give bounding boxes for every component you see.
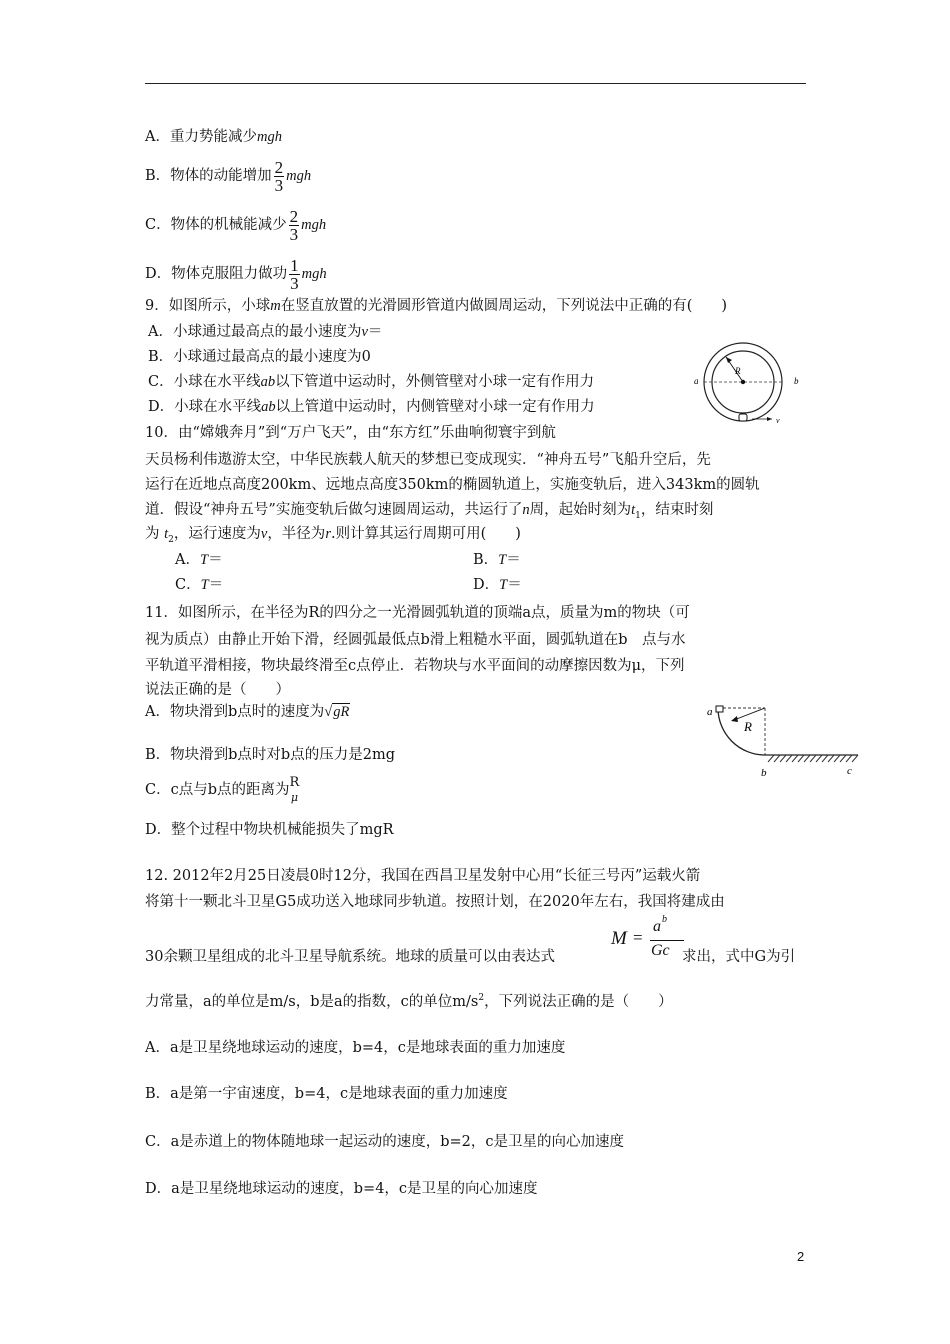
page-number: 2 <box>797 1249 805 1264</box>
q10-line-1: 10．由“嫦娥奔月”到“万户飞天”，由“东方红”乐曲响彻寰宇到航 <box>145 425 556 441</box>
q9-option-b: B．小球通过最高点的最小速度为0 <box>148 349 371 365</box>
q8-option-a: A．重力势能减少mgh <box>145 129 282 145</box>
block <box>716 706 723 712</box>
q12-line-3-end: 求出，式中G为引 <box>682 949 796 965</box>
q8-option-b: B．物体的动能增加 $\frac{2}{3}$ mgh <box>145 157 312 195</box>
ball <box>739 414 747 421</box>
q11-option-d: D．整个过程中物块机械能损失了mgR <box>145 822 394 838</box>
ground-hatching <box>768 755 858 762</box>
fraction: $\frac{2}{3}$ <box>289 206 299 244</box>
q11-option-c: C．c点与b点的距离为 R μ <box>145 775 300 804</box>
label-R: R <box>735 366 741 376</box>
q10-line-5: 为 $t_2$，运行速度为v，半径为r.则计算其运行周期可用( ) <box>145 526 521 545</box>
q11-line-3: 平轨道平滑相接，物块最终滑至c点停止．若物块与水平面间的动摩擦因数为μ，下列 <box>145 658 685 674</box>
q10-option-b: B．T＝ <box>473 552 521 568</box>
q9-stem: 9．如图所示，小球m在竖直放置的光滑圆形管道内做圆周运动，下列说法中正确的有( ) <box>145 298 728 314</box>
q8-option-d: D．物体克服阻力做功 $\frac{1}{3}$ mgh <box>145 255 327 293</box>
q10-option-c: C．T＝ <box>175 577 224 593</box>
label-v: v <box>776 416 780 425</box>
q11-option-b: B．物块滑到b点时对b点的压力是2mg <box>145 747 395 763</box>
q9-option-c: C．小球在水平线ab以下管道中运动时，外侧管壁对小球一定有作用力 <box>148 374 595 390</box>
label-a: a <box>707 706 713 718</box>
fraction: $\frac{2}{3}$ <box>274 157 284 195</box>
q12-option-b: B．a是第一宇宙速度，b=4，c是地球表面的重力加速度 <box>145 1086 508 1102</box>
q8-option-c: C．物体的机械能减少 $\frac{2}{3}$ mgh <box>145 206 327 244</box>
q9-option-d: D．小球在水平线ab以上管道中运动时，内侧管壁对小球一定有作用力 <box>148 399 595 415</box>
header-rule <box>145 83 806 84</box>
q10-option-a: A．T＝ <box>175 552 223 568</box>
label-c: c <box>847 765 852 777</box>
radius-arrowhead <box>726 357 732 363</box>
q10-line-4: 道．假设“神舟五号”实施变轨后做匀速圆周运动，共运行了n周，起始时刻为$t_1$，结束时刻 <box>145 502 714 521</box>
q11-option-a: A．物块滑到b点时的速度为√gR <box>145 704 350 720</box>
q11-line-1: 11．如图所示，在半径为R的四分之一光滑圆弧轨道的顶端a点，质量为m的物块（可 <box>145 605 690 621</box>
label-b: b <box>761 767 767 779</box>
q12-line-4: 力常量，a的单位是m/s，b是a的指数，c的单位$m/s^2$，下列说法正确的是（ ） <box>145 993 673 1010</box>
quarter-arc <box>718 708 765 755</box>
label-a: a <box>694 376 699 386</box>
q11-line-2: 视为质点）由静止开始下滑，经圆弧最低点b滑上粗糙水平面，圆弧轨道在b 点与水 <box>145 632 686 648</box>
q11-line-4: 说法正确的是（ ） <box>145 682 290 698</box>
q11-arc-track-figure <box>700 700 865 782</box>
q12-line-1: 12. 2012年2月25日凌晨0时12分，我国在西昌卫星发射中心用“长征三号丙”运载火箭 <box>145 868 701 884</box>
q10-line-3: 运行在近地点高度200km、远地点高度350km的椭圆轨道上，实施变轨后，进入343km的圆轨 <box>145 477 760 493</box>
q12-option-d: D．a是卫星绕地球运动的速度，b=4，c是卫星的向心加速度 <box>145 1181 538 1197</box>
q12-line-2: 将第十一颗北斗卫星G5成功送入地球同步轨道。按照计划，在2020年左右，我国将建成由 <box>145 894 725 910</box>
q12-option-c: C．a是赤道上的物体随地球一起运动的速度，b=2，c是卫星的向心加速度 <box>145 1134 625 1150</box>
q9-option-a: A．小球通过最高点的最小速度为v＝ <box>148 324 383 340</box>
q10-option-d: D．T＝ <box>473 577 522 593</box>
q9-circular-pipe-figure <box>690 340 810 430</box>
q10-line-2: 天员杨利伟遨游太空，中华民族载人航天的梦想已变成现实．“神舟五号”飞船升空后，先 <box>145 452 711 468</box>
sqrt-expression: √gR <box>324 704 350 720</box>
label-b: b <box>794 376 799 386</box>
q12-option-a: A．a是卫星绕地球运动的速度，b=4，c是地球表面的重力加速度 <box>145 1040 566 1056</box>
fraction: $\frac{1}{3}$ <box>290 255 299 293</box>
fraction: R μ <box>289 775 300 804</box>
label-R: R <box>744 719 752 734</box>
q12-line-3: 30余颗卫星组成的北斗卫星导航系统。地球的质量可以由表达式 <box>145 949 555 965</box>
